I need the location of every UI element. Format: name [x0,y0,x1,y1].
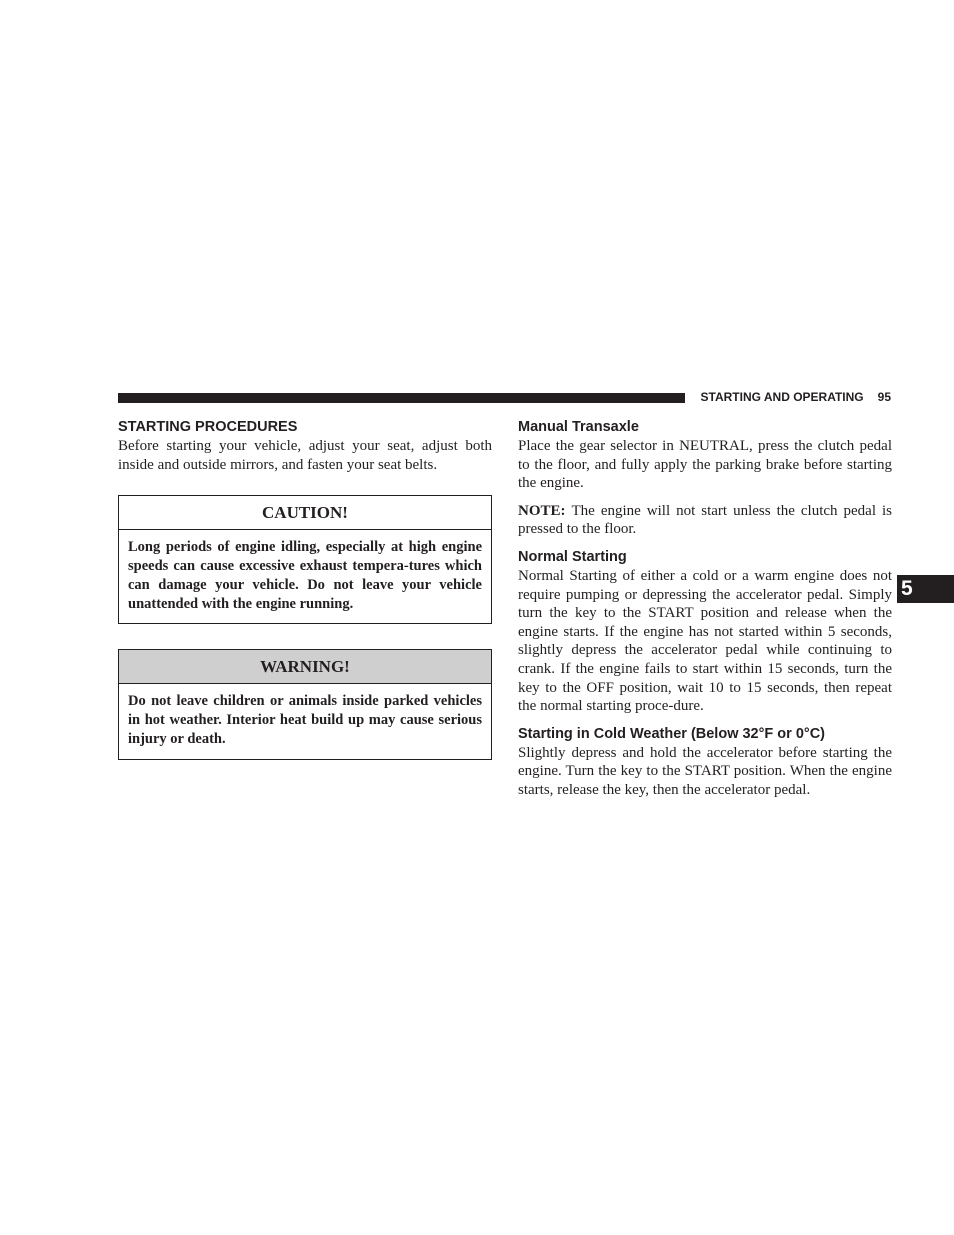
heading-manual-transaxle: Manual Transaxle [518,419,639,435]
normal-starting-text: Normal Starting of either a cold or a warm engine does not require pumping or depressing the accelerator pedal. Simply turn the key to the START position and release when the engine starts. If the engine has not started within 5 seconds, slightly depress the accelerator pedal while continuing to crank. If the engine fails to start within 15 seconds, turn the key to the OFF position, wait 10 to 15 seconds, then repeat the normal starting proce-dure. [518,567,892,715]
heading-cold-weather: Starting in Cold Weather (Below 32°F or 0°C) [518,725,825,742]
manual-transaxle-text: Place the gear selector in NEUTRAL, press the clutch pedal to the floor, and fully apply the parking brake before starting the engine. [518,438,892,492]
right-column [518,418,892,800]
caution-box [118,495,492,624]
cold-weather-text: Slightly depress and hold the accelerator before starting the engine. Turn the key to the START position. When the engine starts, release the key, then the accelerator pedal. [518,744,892,798]
left-column [118,418,492,760]
page-number: 95 [877,390,891,404]
note-paragraph [518,502,892,539]
section-title: STARTING AND OPERATING [700,390,864,404]
note-text: The engine will not start unless the clutch pedal is pressed to the floor. [518,502,892,538]
header-rule [118,393,685,403]
heading-normal-starting: Normal Starting [518,548,627,565]
warning-title: WARNING! [119,650,491,684]
caution-title: CAUTION! [119,496,491,530]
warning-box [118,649,492,759]
note-label: NOTE: [518,502,566,519]
section-heading-starting-procedures: STARTING PROCEDURES [118,419,298,435]
running-header [694,390,891,406]
intro-paragraph: Before starting your vehicle, adjust your seat, adjust both inside and outside mirrors, and fasten your seat belts. [118,438,492,473]
chapter-tab: 5 [897,575,954,603]
warning-body: Do not leave children or animals inside parked vehicles in hot weather. Interior heat build up may cause serious injury or death. [128,693,482,747]
caution-body: Long periods of engine idling, especially at high engine speeds can cause excessive exhaust tempera-tures which can damage your vehicle. Do not leave your vehicle unattended with the engine running. [128,539,482,612]
